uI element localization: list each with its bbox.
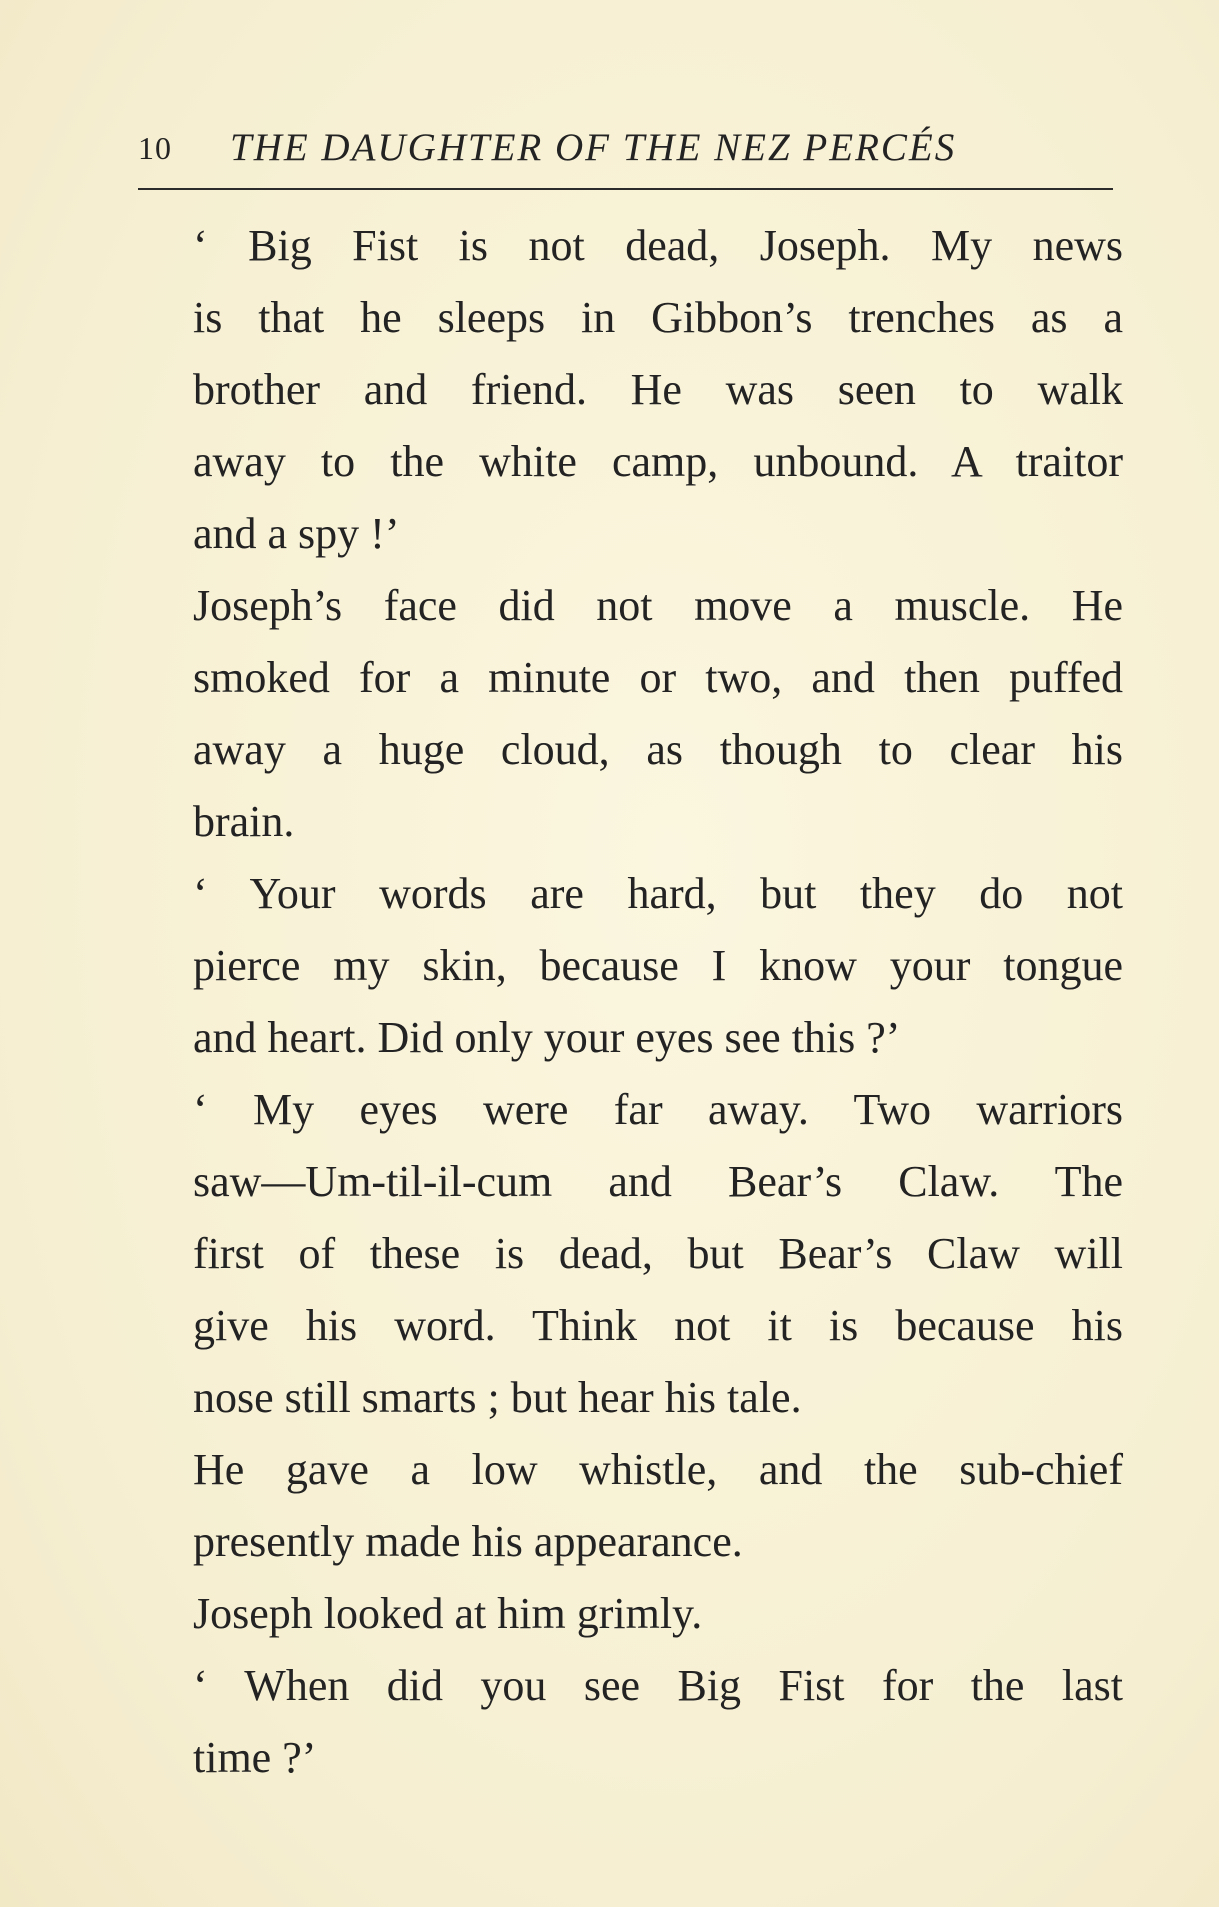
text-line: and a spy !’ [193, 509, 400, 558]
running-title: THE DAUGHTER OF THE NEZ PERCÉS [230, 126, 957, 169]
text-line: first of these is dead, but Bear’s Claw will [193, 1229, 1123, 1278]
body-text [143, 210, 1123, 1794]
running-head [138, 118, 1028, 178]
text-line: pierce my skin, because I know your tongue [193, 941, 1123, 990]
paragraph [143, 570, 1123, 858]
text-line: give his word. Think not it is because his [193, 1301, 1123, 1350]
text-line: ‘ Your words are hard, but they do not [193, 869, 1123, 918]
text-line: and heart. Did only your eyes see this ?’ [193, 1013, 901, 1062]
text-line: Joseph’s face did not move a muscle. He [193, 581, 1123, 630]
paragraph [143, 1074, 1123, 1434]
text-line: smoked for a minute or two, and then puffed [193, 653, 1123, 702]
paragraph [143, 210, 1123, 570]
paragraph [143, 1434, 1123, 1578]
text-line: saw—Um-til-il-cum and Bear’s Claw. The [193, 1157, 1123, 1206]
text-line: time ?’ [193, 1733, 317, 1782]
text-line: away a huge cloud, as though to clear his [193, 725, 1123, 774]
text-line: He gave a low whistle, and the sub-chief [193, 1445, 1123, 1494]
paragraph [143, 858, 1123, 1074]
text-line: ‘ Big Fist is not dead, Joseph. My news [193, 221, 1123, 270]
text-line: nose still smarts ; but hear his tale. [193, 1373, 802, 1422]
header-rule [138, 188, 1113, 190]
text-line: brain. [193, 797, 295, 846]
page-number: 10 [138, 130, 172, 166]
text-line: is that he sleeps in Gibbon’s trenches as a [193, 293, 1123, 342]
text-line: away to the white camp, unbound. A traitor [193, 437, 1123, 486]
text-line: ‘ My eyes were far away. Two warriors [193, 1085, 1123, 1134]
text-line: ‘ When did you see Big Fist for the last [193, 1661, 1123, 1710]
text-line: brother and friend. He was seen to walk [193, 365, 1123, 414]
paragraph [143, 1578, 1123, 1650]
paragraph [143, 1650, 1123, 1794]
text-line: Joseph looked at him grimly. [193, 1589, 703, 1638]
text-line: presently made his appearance. [193, 1517, 743, 1566]
